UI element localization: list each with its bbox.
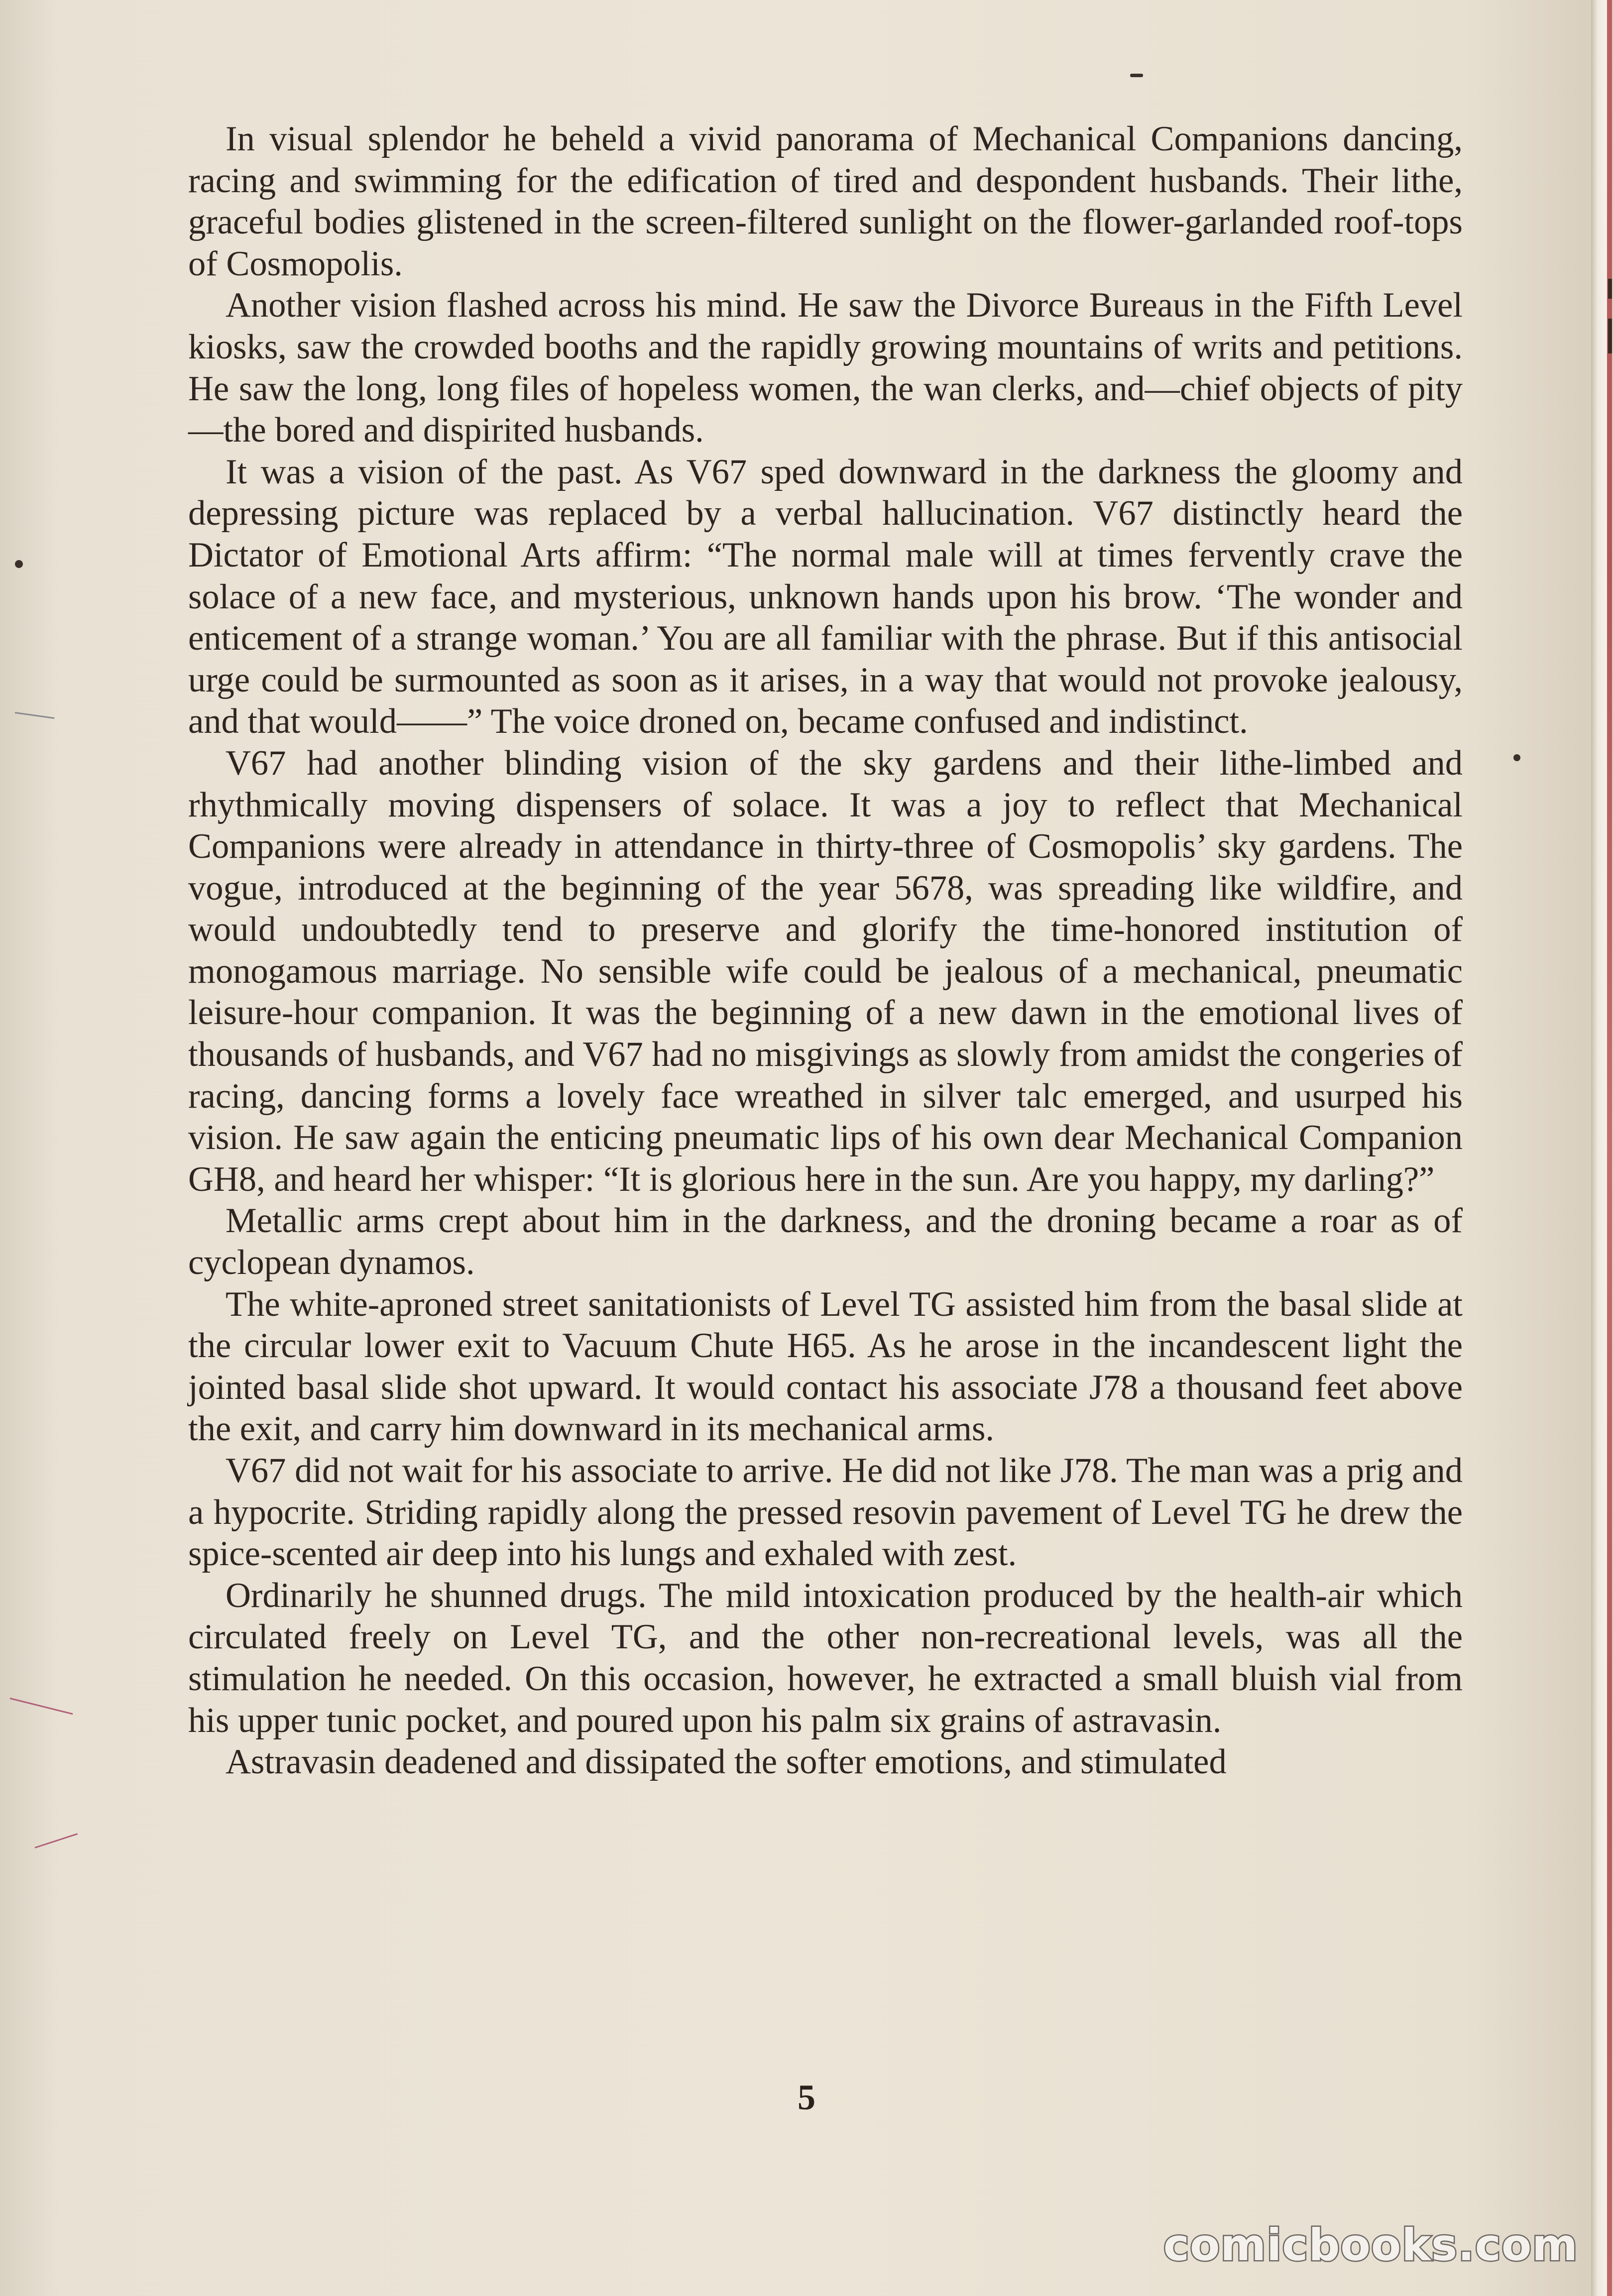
edge-mark bbox=[1608, 279, 1612, 299]
page-number: 5 bbox=[798, 2077, 815, 2117]
paragraph: Ordinarily he shunned drugs. The mild intoxication produced by the health-air which circulated freely on Level TG, and the other non-recreational levels, was all the stimulation he needed. On this occasion, however, he extracted a small bluish vial from his upper tunic pocket, and poured upon his palm six grains of astravasin. bbox=[188, 1576, 1463, 1740]
edge-mark bbox=[1608, 319, 1612, 353]
ink-speck bbox=[1130, 74, 1143, 77]
ink-speck bbox=[1513, 754, 1520, 761]
paragraph: In visual splendor he beheld a vivid panorama of Mechanical Companions dancing, racing and swimming for the edification of tired and despondent husbands. Their lithe, graceful bodies glistened in the screen-filtered sunlight on the flower-garlanded roof-tops of Cosmopolis. bbox=[188, 119, 1463, 283]
paragraph: The white-aproned street sanitationists of Level TG assisted him from the basal slide at the circular lower exit to Vacuum Chute H65. As he arose in the incandescent light the jointed basal slide shot upward. It would contact his associate J78 a thousand feet above the exit, and carry him downward in its mechanical arms. bbox=[188, 1284, 1463, 1449]
ink-speck bbox=[15, 560, 23, 568]
paragraph: It was a vision of the past. As V67 sped downward in the darkness the gloomy and depressing picture was replaced by a verbal hallucination. V67 distinctly heard the Dictator of Emotional Arts affirm: “The normal male will at times fervently crave the solace of a new face, and mysterious, unknown hands upon his brow. ‘The wonder and enticement of a strange woman.’ You are all familiar with the phrase. But if this antisocial urge could be surmounted as soon as it arises, in a way that would not provoke jealousy, and that would——” The voice droned on, became confused and indistinct. bbox=[188, 452, 1463, 741]
paragraph: V67 had another blinding vision of the sky gardens and their lithe-limbed and rhythmically moving dispensers of solace. It was a joy to reflect that Mechanical Companions were already in attendance in thirty-three of Cosmopolis’ sky gardens. The vogue, introduced at the beginning of the year 5678, was spreading like wildfire, and would undoubtedly tend to preserve and glorify the time-honored institution of monogamous marriage. No sensible wife could be jealous of a mechanical, pneumatic leisure-hour companion. It was the beginning of a new dawn in the emotional lives of thousands of husbands, and V67 had no misgivings as slowly from amidst the congeries of racing, dancing forms a lovely face wreathed in silver talc emerged, and usurped his vision. He saw again the enticing pneumatic lips of his own dear Mechanical Companion GH8, and heard her whisper: “It is glorious here in the sun. Are you happy, my darling?” bbox=[188, 743, 1463, 1199]
paragraph: Metallic arms crept about him in the darkness, and the droning became a roar as of cyclopean dynamos. bbox=[188, 1201, 1463, 1282]
paragraph: Astravasin deadened and dissipated the softer emotions, and stimulated bbox=[226, 1742, 1227, 1782]
body-text bbox=[188, 118, 1463, 1783]
paragraph: V67 did not wait for his associate to arrive. He did not like J78. The man was a prig and a hypocrite. Striding rapidly along the pressed resovin pavement of Level TG he drew the spice-scented air deep into his lungs and exhaled with zest. bbox=[188, 1451, 1463, 1574]
paragraph: Another vision flashed across his mind. He saw the Divorce Bureaus in the Fifth Level kiosks, saw the crowded booths and the rapidly growing mountains of writs and petitions. He saw the long, long files of hopeless women, the wan clerks, and—chief objects of pity—the bored and dispirited husbands. bbox=[188, 286, 1463, 450]
watermark: comicbooks.com bbox=[1163, 2219, 1578, 2271]
